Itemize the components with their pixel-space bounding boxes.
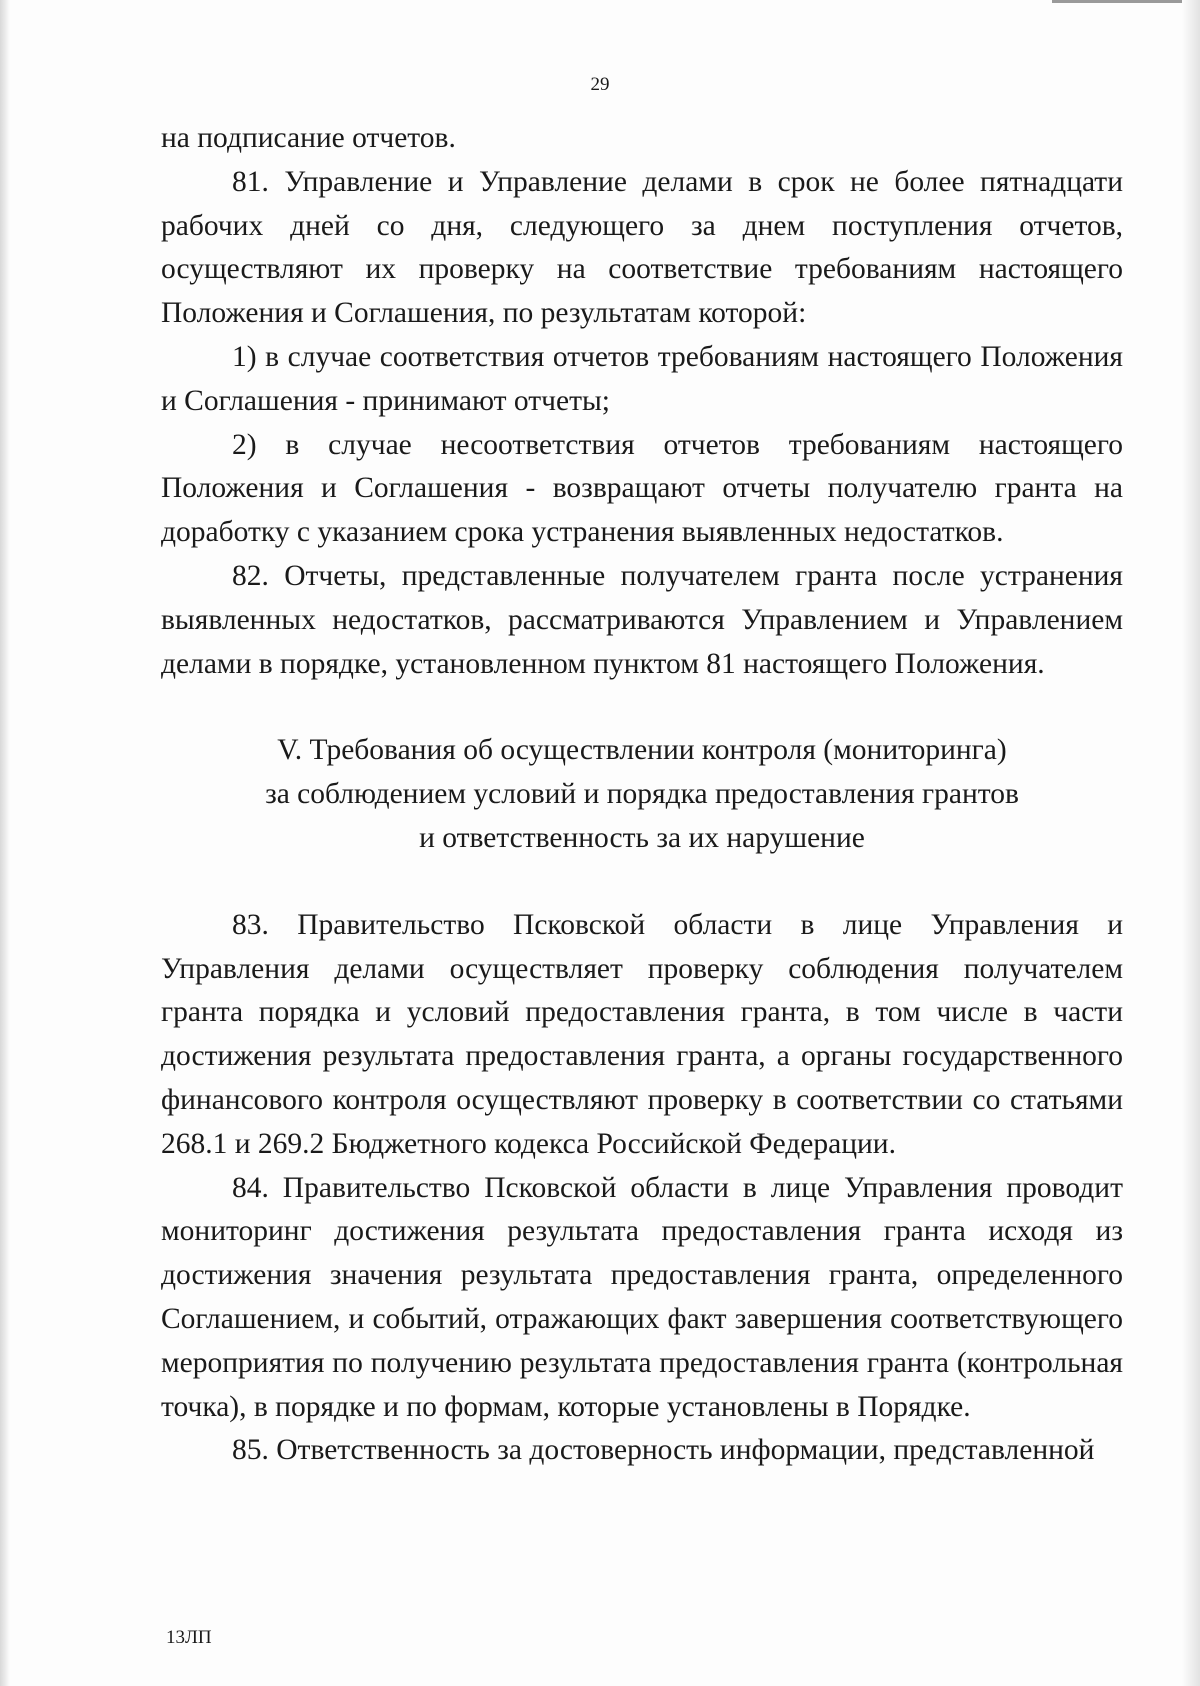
scan-top-line [1052, 0, 1182, 3]
paragraph-81-item-2: 2) в случае несоответствия отчетов требованиям настоящего Положения и Соглашения - возвращают отчеты получателю гранта на доработку с указанием срока устранения выявленных недостатков. [161, 428, 1123, 549]
paragraph-81-item-1: 1) в случае соответствия отчетов требованиям настоящего Положения и Соглашения - принимают отчеты; [161, 340, 1123, 417]
page-number: 29 [590, 74, 610, 95]
paragraph-85: 85. Ответственность за достоверность информации, представленной [232, 1434, 1095, 1467]
paragraph-82: 82. Отчеты, представленные получателем гранта после устранения выявленных недостатков, рассматриваются Управлением и Управлением делами в порядке, установленном пунктом 81 настоящего Положения. [161, 559, 1123, 680]
footer-code: 13ЛП [166, 1627, 212, 1648]
scan-edge-left [0, 0, 10, 1686]
paragraph-84: 84. Правительство Псковской области в лице Управления проводит мониторинг достижения результата предоставления гранта исходя из достижения значения результата предоставления гранта, определенного Соглашением, и событий, отражающих факт завершения соответствующего мероприятия по получению результата предоставления гранта (контрольная точка), в порядке и по формам, которые установлены в Порядке. [161, 1171, 1123, 1423]
document-body [161, 117, 1123, 1473]
paragraph-83: 83. Правительство Псковской области в лице Управления и Управления делами осуществляет проверку соблюдения получателем гранта порядка и условий предоставления гранта, в том числе в части достижения результата предоставления гранта, а органы государственного финансового контроля осуществляют проверку в соответствии со статьями 268.1 и 269.2 Бюджетного кодекса Российской Федерации. [161, 908, 1123, 1160]
section-heading-line: и ответственность за их нарушение [419, 821, 865, 854]
paragraph-continuation: на подписание отчетов. [161, 122, 456, 154]
section-heading [161, 729, 1123, 860]
scan-edge-right [1182, 0, 1200, 1686]
section-heading-line: за соблюдением условий и порядка предоставления грантов [265, 778, 1019, 811]
section-heading-line: V. Требования об осуществлении контроля (мониторинга) [277, 734, 1007, 767]
paragraph-81: 81. Управление и Управление делами в срок не более пятнадцати рабочих дней со дня, следующего за днем поступления отчетов, осуществляют их проверку на соответствие требованиям настоящего Положения и Соглашения, по результатам которой: [161, 165, 1123, 330]
